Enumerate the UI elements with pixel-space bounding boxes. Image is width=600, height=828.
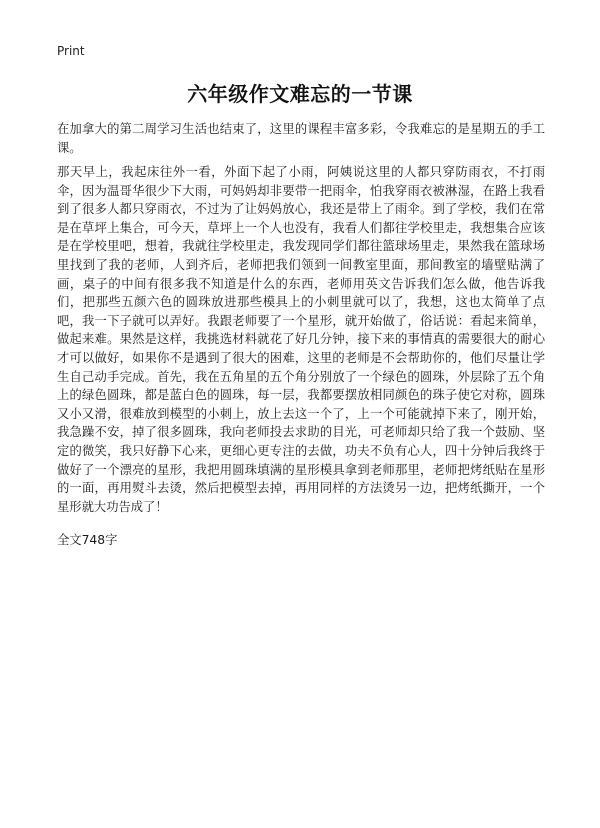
print-link[interactable]: Print	[57, 44, 85, 58]
word-count: 全文748字	[57, 533, 118, 547]
article-paragraph-intro: 在加拿大的第二周学习生活也结束了，这里的课程丰富多彩，令我难忘的是星期五的手工课。	[57, 122, 545, 155]
article-paragraph-main: 那天早上，我起床往外一看，外面下起了小雨，阿姨说这里的人都只穿防雨衣，不打雨伞，因为温哥华很少下大雨，可妈妈却非要带一把雨伞，怕我穿雨衣被淋湿，在路上我看到了很多人都只穿雨衣，不过为了让妈妈放心，我还是带上了雨伞。到了学校，我们在常是在草坪上集合，可今天，草坪上一个人也没有，我看人们都往学校里走，我想集合应该是在学校里吧，想着，我就往学校里走，我发现同学们都往篮球场里走，果然我在篮球场里找到了我的老师，人到齐后，老师把我们领到一间教室里面，那间教室的墙壁贴满了画，桌子的中间有很多我不知道是什么的东西，老师用英文告诉我们怎么做，他告诉我们，把那些五颜六色的圆珠放进那些模具上的小刺里就可以了，我想，这也太简单了点吧，我一下子就可以弄好。我跟老师要了一个星形，就开始做了，俗话说：看起来简单，做起来难。果然是这样，我挑选材料就花了好几分钟，接下来的事情真的需要很大的耐心才可以做好，如果你不是遇到了很大的困难，这里的老师是不会帮助你的，他们尽量让学生自己动手完成。首先，我在五角星的五个角分别放了一个绿色的圆珠，外层除了五个角上的绿色圆珠，都是蓝白色的圆珠，每一层，我都要摆放相同颜色的珠子使它对称，圆珠又小又滑，很难放到模型的小刺上，放上去这一个了，上一个可能就掉下来了，刚开始，我急躁不安，掉了很多圆珠，我向老师投去求助的目光，可老师却只给了我一个鼓励、坚定的微笑，我只好静下心来，更细心更专注的去做，功夫不负有心人，四十分钟后我终于做好了一个漂亮的星形，我把用圆珠填满的星形模具拿到老师那里，老师把烤纸贴在星形的一面，再用熨斗去烫，然后把模型去掉，再用同样的方法烫另一边，把烤纸撕开，一个星形就大功告成了！	[57, 165, 545, 514]
article-title: 六年级作文难忘的一节课	[187, 82, 413, 106]
